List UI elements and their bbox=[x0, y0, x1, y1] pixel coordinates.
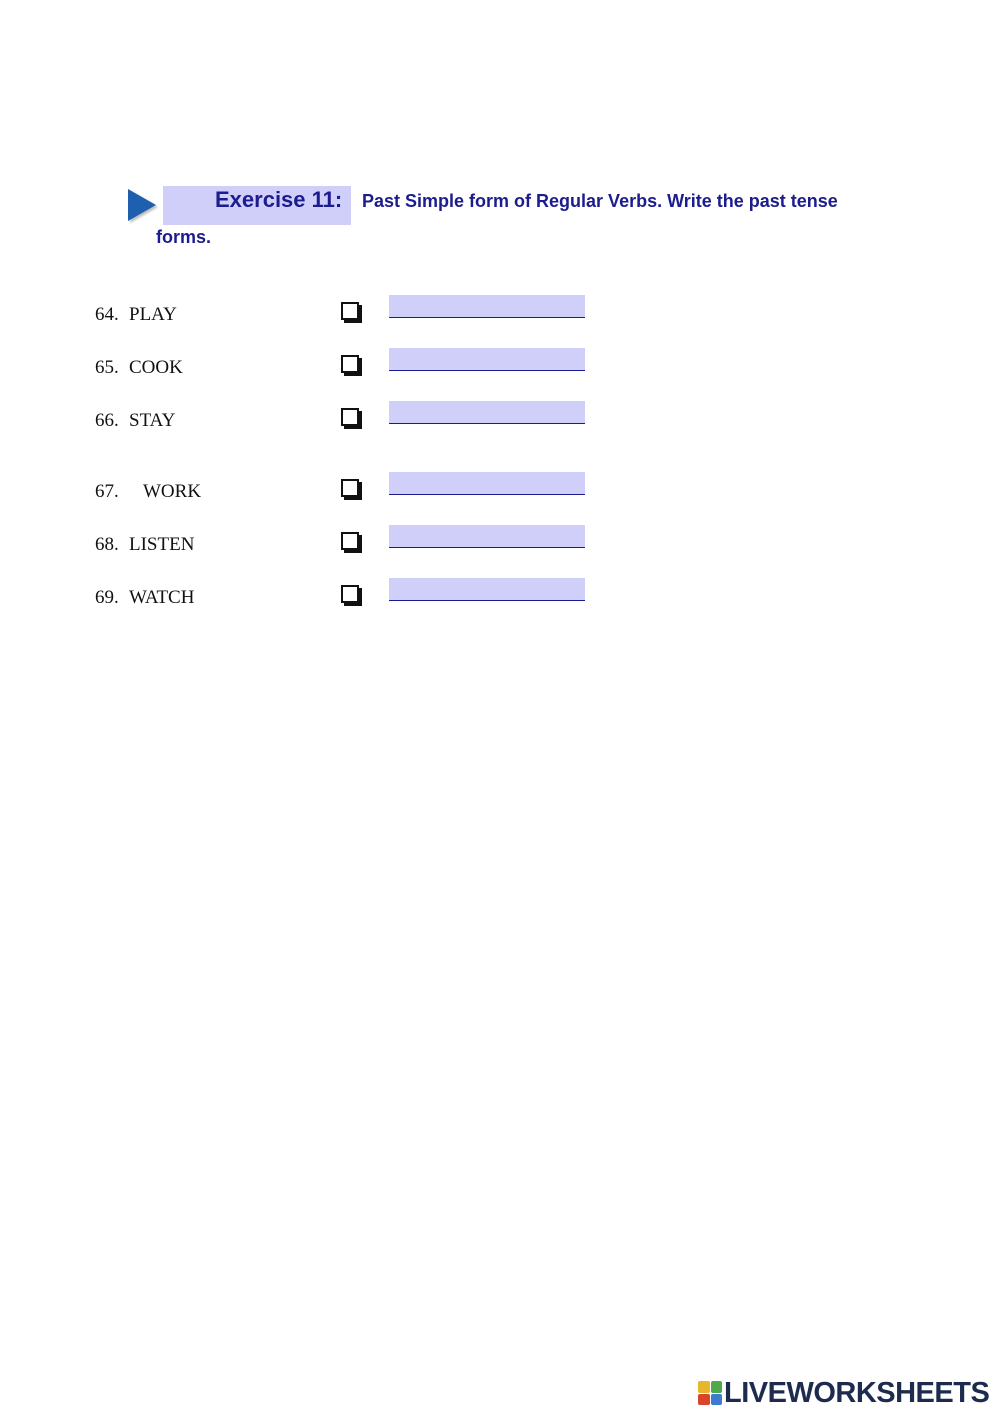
answer-input[interactable] bbox=[389, 295, 585, 318]
item-number: 64. bbox=[95, 304, 119, 325]
item-verb: PLAY bbox=[129, 304, 177, 325]
exercise-description-continued: forms. bbox=[156, 227, 212, 247]
item-verb: WATCH bbox=[129, 587, 195, 608]
item-number: 66. bbox=[95, 410, 119, 431]
checkbox-icon bbox=[341, 479, 359, 497]
liveworksheets-logo bbox=[698, 1377, 989, 1409]
item-verb: STAY bbox=[129, 410, 176, 431]
list-item bbox=[0, 410, 1000, 440]
checkbox-icon bbox=[341, 585, 359, 603]
answer-input[interactable] bbox=[389, 578, 585, 601]
item-number: 67. bbox=[95, 481, 119, 502]
checkbox-icon bbox=[341, 302, 359, 320]
checkbox-icon bbox=[341, 408, 359, 426]
answer-input[interactable] bbox=[389, 525, 585, 548]
list-item bbox=[0, 481, 1000, 511]
list-item bbox=[0, 534, 1000, 564]
list-item bbox=[0, 587, 1000, 617]
brand-name: LIVEWORKSHEETS bbox=[724, 1376, 990, 1409]
item-verb: COOK bbox=[129, 357, 183, 378]
liveworksheets-logo-icon bbox=[698, 1381, 722, 1405]
exercise-title: Exercise 11: bbox=[215, 187, 343, 212]
checkbox-icon bbox=[341, 532, 359, 550]
answer-input[interactable] bbox=[389, 348, 585, 371]
arrow-right-icon bbox=[128, 189, 156, 221]
logo-square bbox=[711, 1381, 723, 1393]
logo-square bbox=[698, 1381, 710, 1393]
item-number: 69. bbox=[95, 587, 119, 608]
item-verb: LISTEN bbox=[129, 534, 195, 555]
list-item bbox=[0, 304, 1000, 334]
item-verb: WORK bbox=[143, 481, 202, 502]
item-number: 68. bbox=[95, 534, 119, 555]
logo-square bbox=[711, 1394, 723, 1406]
list-item bbox=[0, 357, 1000, 387]
answer-input[interactable] bbox=[389, 472, 585, 495]
item-number: 65. bbox=[95, 357, 119, 378]
exercise-description: Past Simple form of Regular Verbs. Write the past tense bbox=[362, 191, 838, 211]
logo-square bbox=[698, 1394, 710, 1406]
answer-input[interactable] bbox=[389, 401, 585, 424]
checkbox-icon bbox=[341, 355, 359, 373]
